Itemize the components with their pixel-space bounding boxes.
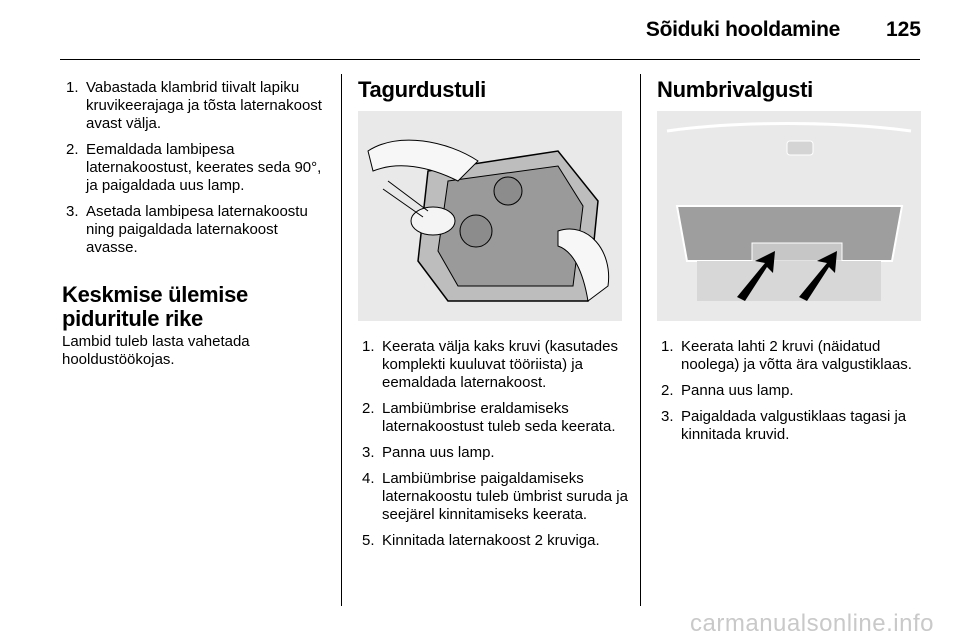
left-column	[62, 79, 330, 369]
list-item: 3. Panna uus lamp.	[362, 444, 495, 461]
license-plate-light-heading: Numbrivalgusti	[657, 77, 813, 102]
list-item: 5. Kinnitada laternakoost 2 kruviga.	[362, 532, 600, 549]
column-divider-left	[341, 74, 342, 606]
reversing-light-drawing	[358, 111, 622, 321]
license-plate-light-illustration	[657, 111, 921, 321]
right-steps-list	[657, 338, 927, 444]
right-column	[657, 78, 927, 102]
column-divider-right	[640, 74, 641, 606]
reversing-light-illustration	[358, 111, 622, 321]
list-item: 1. Vabastada klambrid tiivalt lapiku kruvikeerajaga ja tõsta laternakoost avast välja.	[66, 79, 322, 132]
section-body: Lambid tuleb lasta vahetada hooldustöökojas.	[62, 333, 250, 368]
header-divider	[60, 59, 920, 60]
list-item: 3. Paigaldada valgustiklaas tagasi ja kinnitada kruvid.	[661, 408, 907, 443]
license-plate-light-drawing	[657, 111, 921, 321]
middle-steps-wrapper	[358, 338, 630, 558]
page-number: 125	[885, 18, 921, 41]
watermark: carmanualsonline.info	[690, 610, 934, 637]
list-item: 1. Keerata lahti 2 kruvi (näidatud noolega) ja võtta ära valgustiklaas.	[661, 338, 912, 373]
middle-steps-list	[358, 338, 630, 550]
list-item: 2. Eemaldada lambipesa laternakoostust, keerates seda 90°, ja paigaldada uus lamp.	[66, 141, 322, 194]
list-item: 2. Panna uus lamp.	[661, 382, 794, 399]
reversing-light-heading: Tagurdustuli	[358, 77, 486, 102]
list-item: 3. Asetada lambipesa laternakoostu ning paigaldada laternakoost avasse.	[66, 203, 308, 256]
list-item: 2. Lambiümbrise eraldamiseks laternakoostust tuleb seda keerata.	[362, 400, 616, 435]
right-steps-wrapper	[657, 338, 927, 452]
section-heading: Keskmise ülemise piduritule rike	[62, 282, 248, 331]
page-header-title: Sõiduki hooldamine	[645, 18, 840, 41]
left-steps-list	[62, 79, 330, 257]
list-item: 1. Keerata välja kaks kruvi (kasutades komplekti kuuluvat tööriista) ja eemaldada laternakoost.	[362, 338, 618, 391]
middle-column	[358, 78, 630, 102]
list-item: 4. Lambiümbrise paigaldamiseks laternakoostu tuleb ümbrist suruda ja seejärel kinnitamiseks keerata.	[362, 470, 628, 523]
